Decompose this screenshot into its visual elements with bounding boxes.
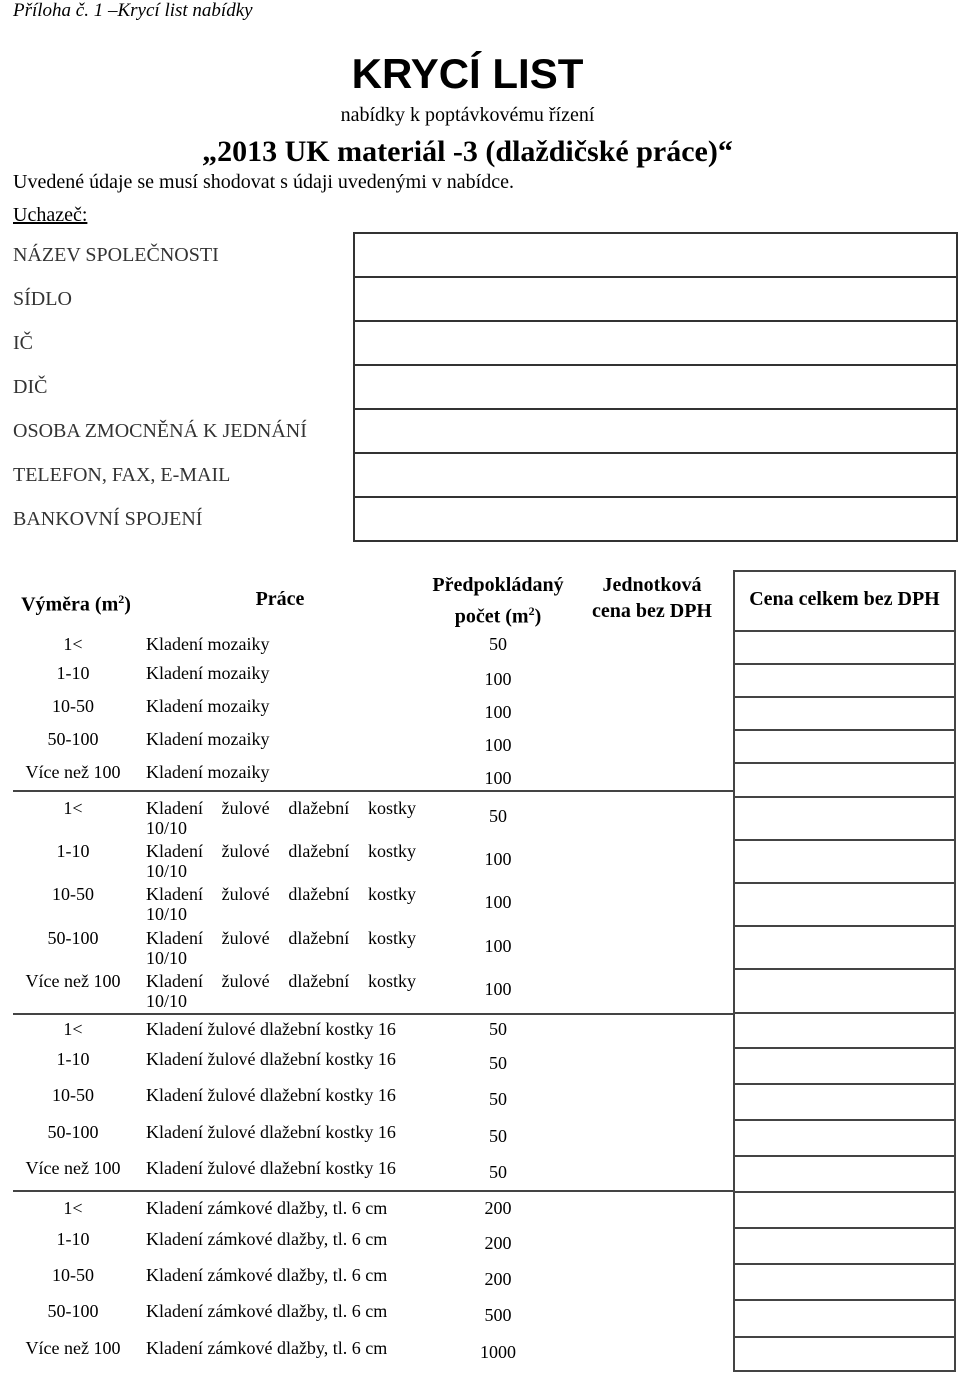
work-cell: Kladení žulové dlažební kostky 16 <box>146 1049 396 1069</box>
quantity-cell: 50 <box>489 1089 507 1109</box>
applicant-row <box>13 233 957 277</box>
quantity-cell: 100 <box>484 936 512 956</box>
price-row-line <box>733 925 956 927</box>
work-cell: Kladení mozaiky <box>146 729 270 749</box>
work-cell: Kladení žulové dlažební kostky <box>146 928 416 948</box>
price-row-line <box>733 1336 956 1338</box>
quantity-cell: 100 <box>484 768 512 788</box>
quantity-header: Předpokládaný počet $(m^2)$ <box>432 574 564 628</box>
bank-field[interactable] <box>354 497 957 541</box>
applicant-row <box>13 321 957 365</box>
quantity-cell: 100 <box>484 669 512 689</box>
field-label: SÍDLO <box>13 287 72 310</box>
area-cell: 1< <box>63 798 83 818</box>
price-row-line <box>733 968 956 970</box>
area-cell: 50-100 <box>47 1301 99 1321</box>
field-label: DIČ <box>13 375 48 398</box>
work-cell: Kladení zámkové dlažby, tl. 6 cm <box>146 1338 388 1358</box>
area-cell: 50-100 <box>47 729 99 749</box>
quantity-cell: 50 <box>489 1053 507 1073</box>
price-row-line <box>733 882 956 884</box>
notice-text: Uvedené údaje se musí shodovat s údaji uvedenými v nabídce. <box>13 171 514 193</box>
quantity-cell: 50 <box>489 1126 507 1146</box>
quantity-cell: 50 <box>489 1019 507 1039</box>
quantity-cell: 200 <box>484 1198 512 1218</box>
price-row-line <box>733 663 956 665</box>
work-cell-size: 10/10 <box>146 948 188 968</box>
area-cell: 1< <box>63 634 83 654</box>
group-separator <box>13 790 733 792</box>
area-cell: 50-100 <box>47 928 99 948</box>
work-cell: Kladení žulové dlažební kostky <box>146 971 416 991</box>
quantity-cell: 100 <box>484 735 512 755</box>
work-cell: Kladení žulové dlažební kostky 16 <box>146 1122 396 1142</box>
work-cell: Kladení žulové dlažební kostky <box>146 884 416 904</box>
project-name: „2013 UK materiál -3 (dlaždičské práce)“ <box>202 135 733 168</box>
price-row-line <box>733 1119 956 1121</box>
price-row-line <box>733 839 956 841</box>
seat-field[interactable] <box>354 277 957 321</box>
area-cell: Více než 100 <box>25 971 121 991</box>
contact-field[interactable] <box>354 453 957 497</box>
price-row-line <box>733 1227 956 1229</box>
work-cell: Kladení zámkové dlažby, tl. 6 cm <box>146 1265 388 1285</box>
area-header: Výměra $(m^2)$ <box>21 592 131 616</box>
dic-field[interactable] <box>354 365 957 409</box>
area-cell: 50-100 <box>47 1122 99 1142</box>
unit-price-header: Jednotková cena bez DPH <box>592 574 712 622</box>
area-cell: Více než 100 <box>25 762 121 782</box>
field-label: NÁZEV SPOLEČNOSTI <box>13 243 219 266</box>
work-cell: Kladení mozaiky <box>146 663 270 683</box>
price-row-line <box>733 696 956 698</box>
applicant-row <box>13 365 957 409</box>
work-cell-size: 10/10 <box>146 818 188 838</box>
quantity-cell: 200 <box>484 1269 512 1289</box>
price-row-line <box>733 1012 956 1014</box>
area-cell: 1-10 <box>56 1229 90 1249</box>
quantity-cell: 100 <box>484 979 512 999</box>
work-cell: Kladení žulové dlažební kostky <box>146 798 416 818</box>
quantity-cell: 100 <box>484 702 512 722</box>
field-label: TELEFON, FAX, E-MAIL <box>13 463 231 486</box>
field-label: OSOBA ZMOCNĚNÁ K JEDNÁNÍ <box>13 419 307 442</box>
work-cell: Kladení zámkové dlažby, tl. 6 cm <box>146 1301 388 1321</box>
area-cell: 10-50 <box>52 1265 94 1285</box>
applicant-row <box>13 409 957 453</box>
work-cell-size: 10/10 <box>146 991 188 1011</box>
area-cell: Více než 100 <box>25 1158 121 1178</box>
area-cell: 1-10 <box>56 841 90 861</box>
applicant-heading: Uchazeč: <box>13 204 88 226</box>
work-cell-size: 10/10 <box>146 861 188 881</box>
group-separator <box>13 1190 733 1192</box>
page-title: KRYCÍ LIST <box>351 50 584 97</box>
price-row-line <box>733 1083 956 1085</box>
price-row-line <box>733 630 956 632</box>
authorized-person-field[interactable] <box>354 409 957 453</box>
work-cell: Kladení zámkové dlažby, tl. 6 cm <box>146 1229 388 1249</box>
field-label: BANKOVNÍ SPOJENÍ <box>13 507 203 530</box>
work-cell: Kladení žulové dlažební kostky 16 <box>146 1085 396 1105</box>
company-name-field[interactable] <box>354 233 957 277</box>
quantity-cell: 50 <box>489 634 507 654</box>
work-cell: Kladení žulové dlažební kostky 16 <box>146 1158 396 1178</box>
area-cell: 10-50 <box>52 884 94 904</box>
area-cell: 1< <box>63 1198 83 1218</box>
price-row-line <box>733 729 956 731</box>
quantity-cell: 50 <box>489 1162 507 1182</box>
price-row-line <box>733 762 956 764</box>
price-row-line <box>733 1299 956 1301</box>
work-cell: Kladení mozaiky <box>146 634 270 654</box>
work-cell: Kladení mozaiky <box>146 696 270 716</box>
price-row-line <box>733 1155 956 1157</box>
price-row-line <box>733 796 956 798</box>
field-label: IČ <box>13 331 33 354</box>
price-row-line <box>733 1191 956 1193</box>
total-price-column[interactable] <box>733 570 956 1372</box>
quantity-cell: 100 <box>484 849 512 869</box>
total-price-header: Cena celkem bez DPH <box>749 588 940 610</box>
applicant-row <box>13 453 957 497</box>
quantity-cell: 1000 <box>480 1342 516 1362</box>
area-cell: 1-10 <box>56 1049 90 1069</box>
area-cell: 10-50 <box>52 1085 94 1105</box>
work-header: Práce <box>255 588 305 610</box>
quantity-cell: 500 <box>484 1305 512 1325</box>
ic-field[interactable] <box>354 321 957 365</box>
quantity-cell: 50 <box>489 806 507 826</box>
work-cell: Kladení žulové dlažební kostky <box>146 841 416 861</box>
area-cell: 1< <box>63 1019 83 1039</box>
work-cell: Kladení zámkové dlažby, tl. 6 cm <box>146 1198 388 1218</box>
applicant-table <box>13 232 958 542</box>
price-row-line <box>733 1047 956 1049</box>
work-cell-size: 10/10 <box>146 904 188 924</box>
work-cell: Kladení žulové dlažební kostky 16 <box>146 1019 396 1039</box>
area-cell: 10-50 <box>52 696 94 716</box>
work-cell: Kladení mozaiky <box>146 762 270 782</box>
annex-label: Příloha č. 1 –Krycí list nabídky <box>13 0 253 21</box>
quantity-cell: 100 <box>484 892 512 912</box>
quantity-cell: 200 <box>484 1233 512 1253</box>
group-separator <box>13 1013 733 1015</box>
area-cell: Více než 100 <box>25 1338 121 1358</box>
page-subtitle: nabídky k poptávkovému řízení <box>340 104 595 126</box>
area-cell: 1-10 <box>56 663 90 683</box>
applicant-row <box>13 277 957 321</box>
applicant-row <box>13 497 957 541</box>
price-row-line <box>733 1263 956 1265</box>
